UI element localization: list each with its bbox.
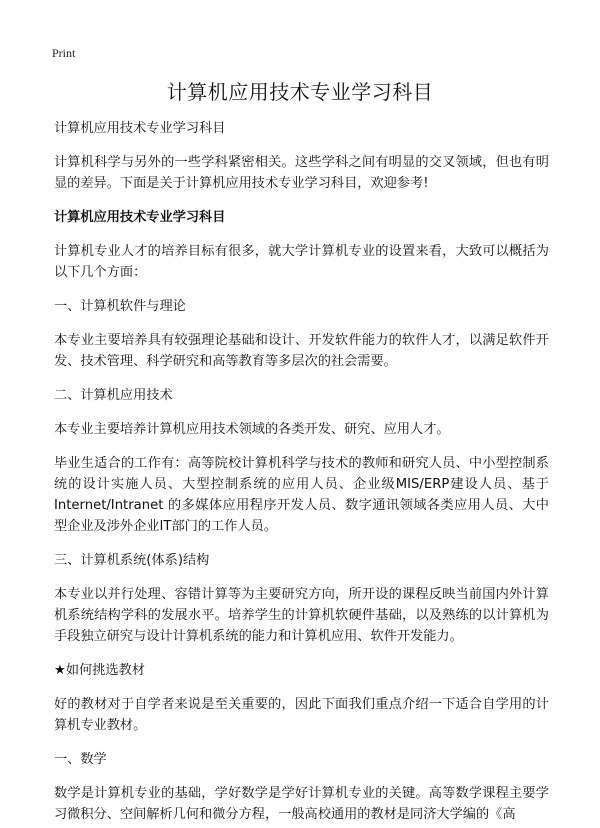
intro-paragraph: 计算机科学与另外的一些学科紧密相关。这些学科之间有明显的交叉领域，但也有明显的差异。下面是关于计算机应用技术专业学习科目，欢迎参考! — [54, 155, 549, 191]
textbook-paragraph: 好的教材对于自学者来说是至关重要的，因此下面我们重点介绍一下适合自学用的计算机专业教材。 — [54, 697, 549, 733]
math-heading: 一、数学 — [54, 752, 107, 767]
section-2-heading: 二、计算机应用技术 — [54, 388, 173, 403]
textbook-heading: ★如何挑选教材 — [54, 663, 145, 678]
overview-paragraph: 计算机专业人才的培养目标有很多，就大学计算机专业的设置来看，大致可以概括为以下几个方面： — [54, 244, 549, 280]
section-1-paragraph: 本专业主要培养具有较强理论基础和设计、开发软件能力的软件人才，以满足软件开发、技术管理、科学研究和高等教育等多层次的社会需要。 — [54, 333, 549, 369]
article-subtitle: 计算机应用技术专业学习科目 — [54, 121, 226, 136]
page-title: 计算机应用技术专业学习科目 — [166, 80, 434, 104]
section-heading: 计算机应用技术专业学习科目 — [54, 210, 226, 225]
print-link[interactable]: Print — [52, 46, 76, 60]
section-3-paragraph: 本专业以并行处理、容错计算等为主要研究方向，所开设的课程反映当前国内外计算机系统结构学科的发展水平。培养学生的计算机软硬件基础，以及熟练的以计算机为手段独立研究与设计计算机系统的能力和计算机应用、软件开发能力。 — [54, 587, 549, 644]
section-1-heading: 一、计算机软件与理论 — [54, 299, 186, 314]
section-3-heading: 三、计算机系统(体系)结构 — [54, 553, 210, 568]
section-2-paragraph: 本专业主要培养计算机应用技术领域的各类开发、研究、应用人才。 — [54, 422, 450, 437]
math-paragraph: 数学是计算机专业的基础，学好数学是学好计算机专业的关键。高等数学课程主要学习微积分、空间解析几何和微分方程，一般高校通用的教材是同济大学编的《高 — [54, 786, 549, 822]
article-body — [54, 118, 549, 825]
career-paragraph: 毕业生适合的工作有：高等院校计算机科学与技术的教师和研究人员、中小型控制系统的设计实施人员、大型控制系统的应用人员、企业级MIS/ERP建设人员、基于Internet/Intranet 的多媒体应用程序开发人员、数字通讯领域各类应用人员、大中型企业及涉外企业IT部门的工作人员。 — [54, 456, 549, 534]
